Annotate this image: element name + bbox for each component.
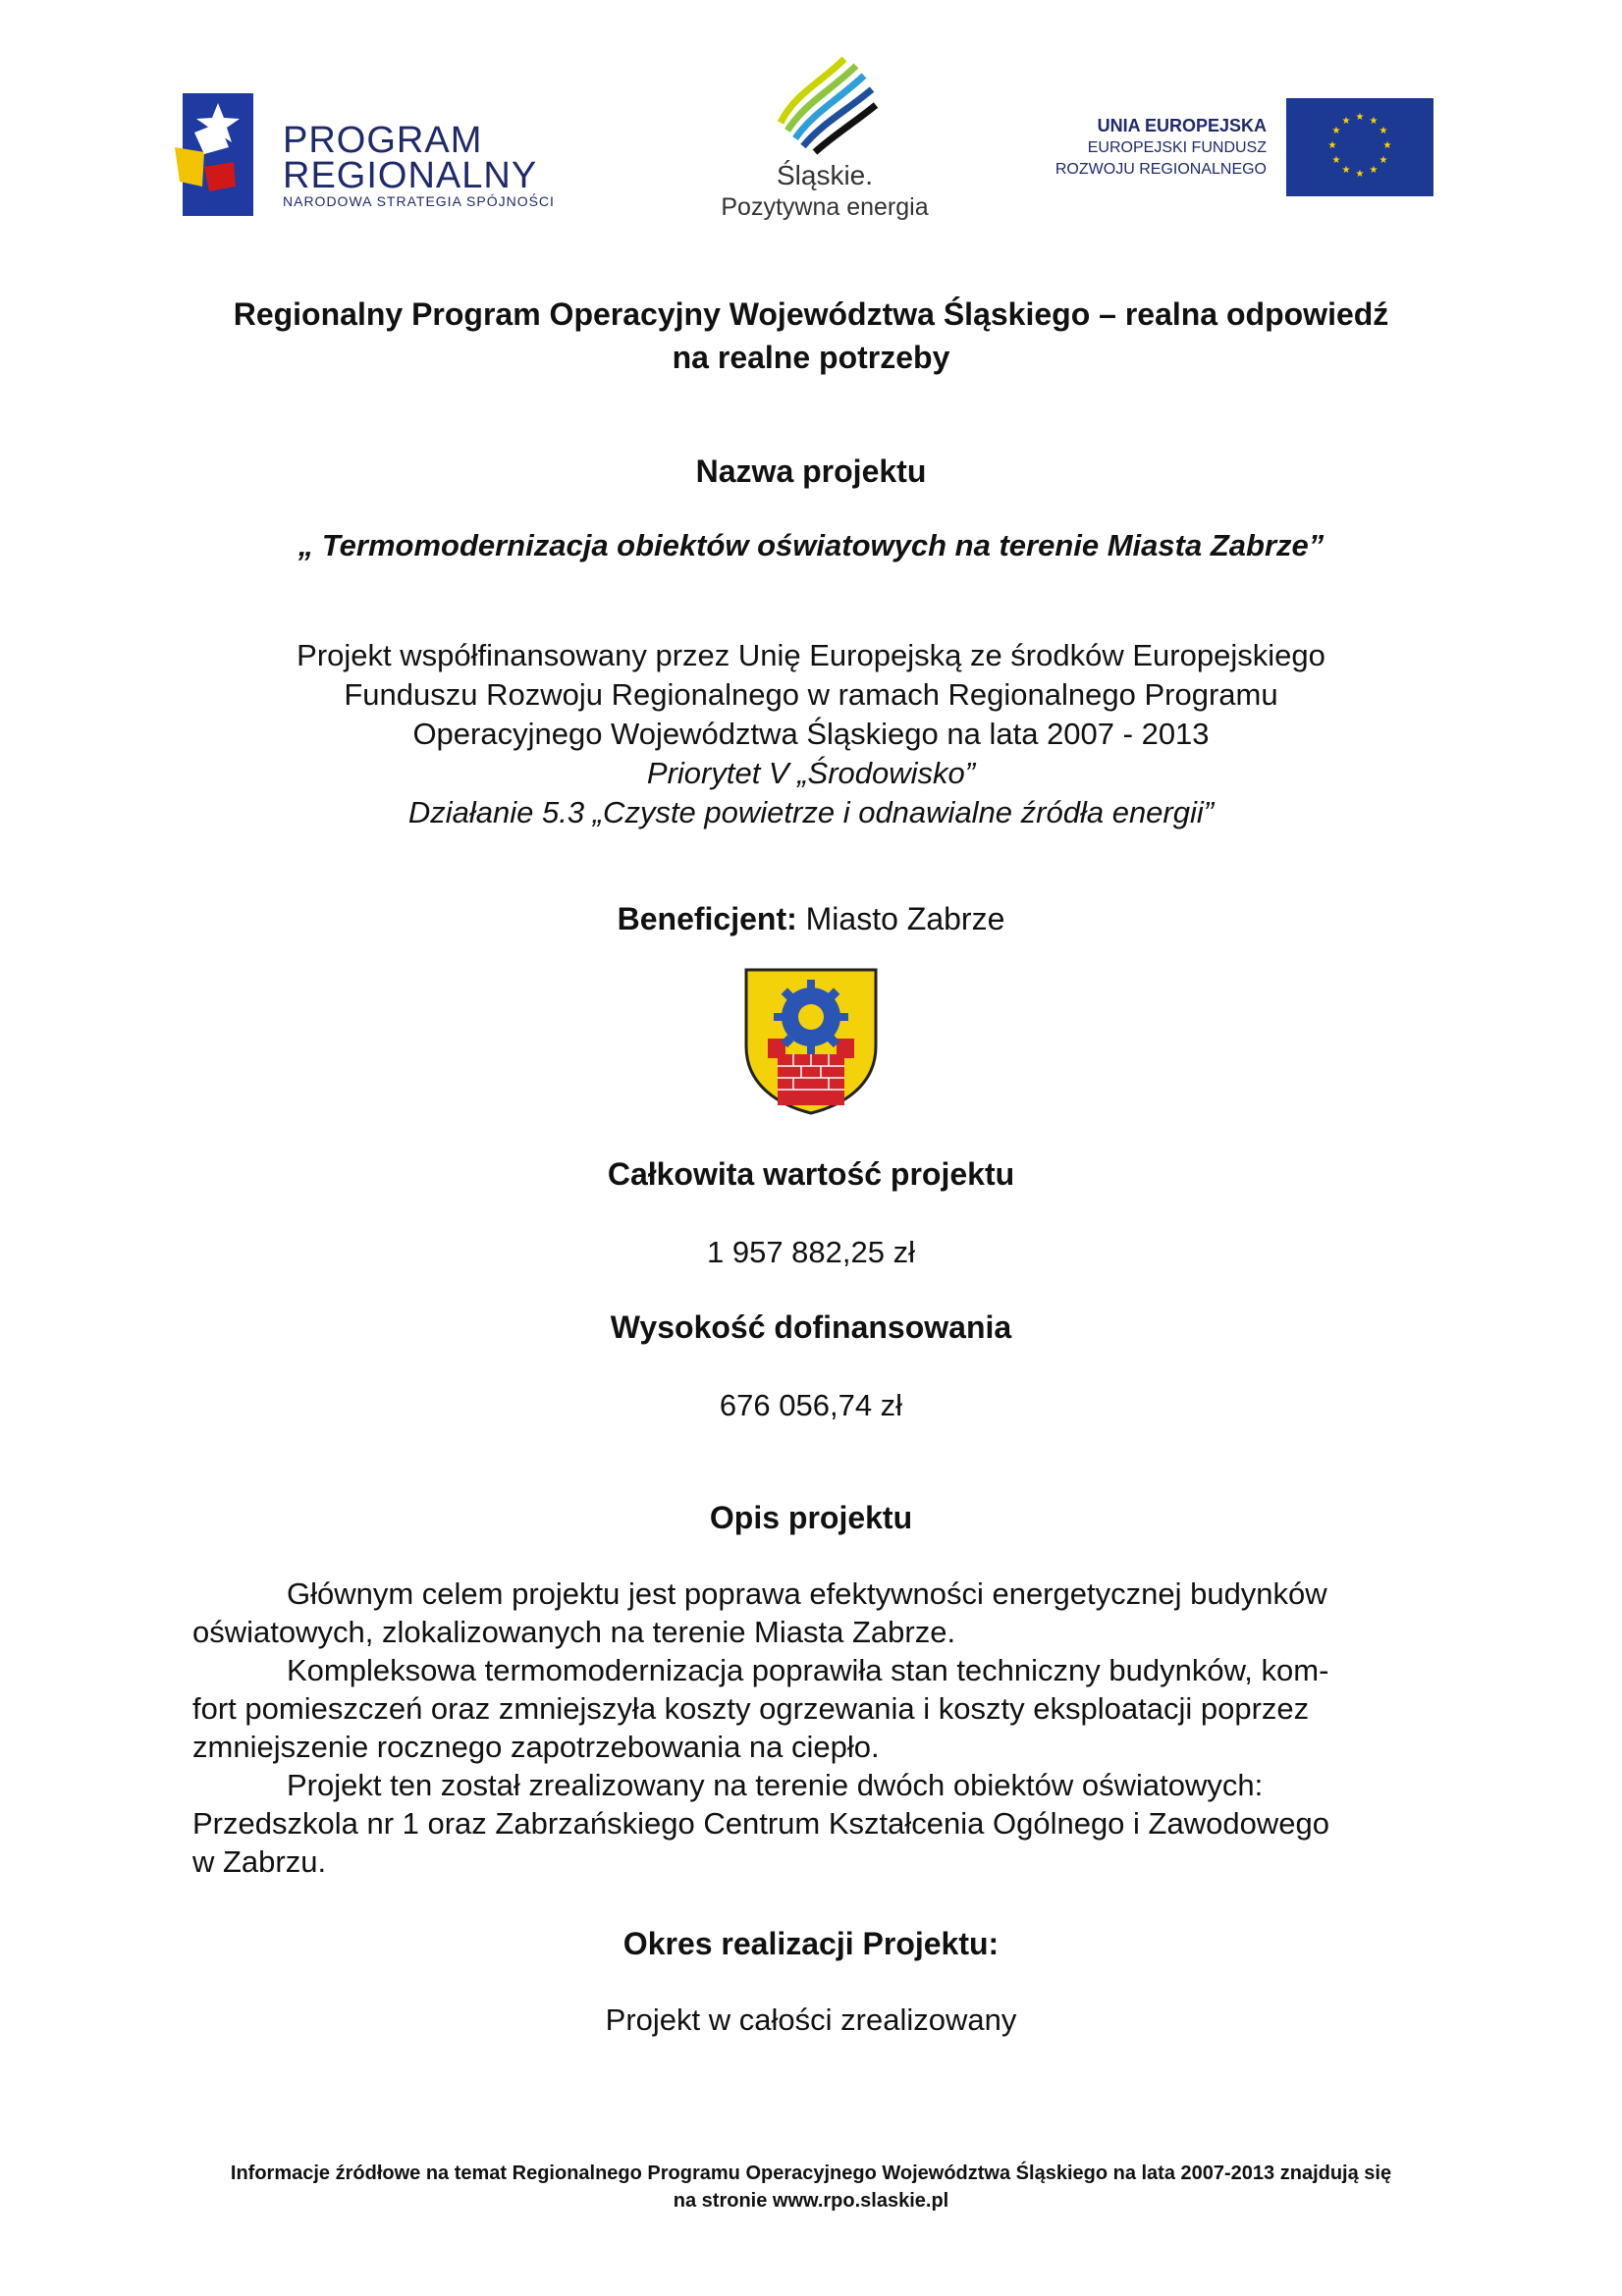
page-title-line1: Regionalny Program Operacyjny Województwa Śląskiego – realna odpowiedź [233, 296, 1389, 332]
slaskie-tagline: Pozytywna energia [721, 193, 929, 221]
svg-text:★: ★ [1331, 155, 1341, 166]
svg-text:★: ★ [1327, 140, 1337, 151]
svg-text:★: ★ [1341, 116, 1351, 127]
period-heading: Okres realizacji Projektu: [622, 1926, 1000, 1961]
project-name-heading: Nazwa projektu [695, 454, 927, 489]
description-p3-line1: Projekt ten został zrealizowany na terenie dwóch obiektów oświatowych: [287, 1768, 1264, 1802]
description-p3-line2: Przedszkola nr 1 oraz Zabrzańskiego Centrum Kształcenia Ogólnego i Zawodowego [192, 1806, 1329, 1841]
description-p2-line3: zmniejszenie rocznego zapotrzebowania na ciepło. [192, 1730, 880, 1764]
svg-text:★: ★ [1331, 126, 1341, 136]
page-title [0, 293, 1622, 379]
footer-line1: Informacje źródłowe na temat Regionalnego Programu Operacyjnego Województwa Śląskiego na lata 2007-2013 znajdują się [230, 2163, 1392, 2184]
funding-amount: 676 056,74 zł [719, 1388, 903, 1422]
description-body [192, 1575, 1430, 1881]
eu-line3: ROZWOJU REGIONALNEGO [1054, 161, 1267, 178]
cofinancing-block [0, 636, 1622, 832]
period-value: Projekt w całości zrealizowany [605, 2002, 1017, 2037]
svg-text:★: ★ [1369, 165, 1379, 176]
eu-logo [1001, 98, 1433, 206]
eu-flag-icon [1286, 98, 1433, 196]
svg-text:★: ★ [1341, 165, 1351, 176]
program-regionalny-line1: PROGRAM [283, 120, 483, 161]
program-regionalny-logo [175, 93, 626, 221]
cofinancing-line1: Projekt współfinansowany przez Unię Europejską ze środków Europejskiego [297, 638, 1325, 672]
cofinancing-line3: Operacyjnego Województwa Śląskiego na lata 2007 - 2013 [412, 717, 1210, 751]
svg-text:★: ★ [1355, 169, 1365, 180]
beneficiary-value: Miasto Zabrze [805, 901, 1005, 936]
project-name-value: „ Termomodernizacja obiektów oświatowych na terenie Miasta Zabrze” [297, 528, 1325, 562]
svg-text:★: ★ [1369, 116, 1379, 127]
program-regionalny-line3: NARODOWA STRATEGIA SPÓJNOŚCI [283, 193, 555, 209]
total-value-heading: Całkowita wartość projektu [607, 1156, 1015, 1192]
svg-text:★: ★ [1355, 112, 1365, 123]
total-value-amount: 1 957 882,25 zł [706, 1235, 915, 1269]
svg-text:★: ★ [1379, 155, 1388, 166]
svg-text:★: ★ [1382, 140, 1392, 151]
eu-stars-icon [1286, 98, 1433, 196]
description-heading: Opis projektu [709, 1500, 913, 1535]
description-p3-line3: w Zabrzu. [192, 1844, 327, 1879]
cofinancing-line2: Funduszu Rozwoju Regionalnego w ramach Regionalnego Programu [344, 677, 1278, 712]
footer-line2: na stronie www.rpo.slaskie.pl [673, 2190, 949, 2212]
beneficiary-line [0, 901, 1622, 937]
footer-note [0, 2160, 1622, 2215]
eu-line2: EUROPEJSKI FUNDUSZ [1087, 139, 1267, 156]
slaskie-logo [687, 54, 962, 226]
program-regionalny-emblem-icon [175, 93, 273, 221]
cofinancing-action: Działanie 5.3 „Czyste powietrze i odnawialne źródła energii” [407, 795, 1215, 829]
description-p2-line1: Kompleksowa termomodernizacja poprawiła stan techniczny budynków, kom- [287, 1653, 1329, 1687]
funding-heading: Wysokość dofinansowania [610, 1309, 1012, 1345]
cofinancing-priority: Priorytet V „Środowisko” [646, 756, 976, 790]
slaskie-waves-icon [766, 54, 884, 157]
page-title-line2: na realne potrzeby [672, 340, 950, 375]
program-regionalny-line2: REGIONALNY [283, 155, 538, 196]
description-p1-line2: oświatowych, zlokalizowanych na terenie Miasta Zabrze. [192, 1615, 956, 1649]
eu-line1: UNIA EUROPEJSKA [1097, 116, 1267, 135]
slaskie-name: Śląskie. [776, 160, 874, 190]
description-p1-line1: Głównym celem projektu jest poprawa efektywności energetycznej budynków [287, 1576, 1327, 1611]
beneficiary-label: Beneficjent: [617, 901, 797, 936]
zabrze-coat-of-arms-icon [744, 968, 878, 1115]
description-p2-line2: fort pomieszczeń oraz zmniejszyła koszty ogrzewania i koszty eksploatacji poprzez [192, 1691, 1310, 1726]
svg-text:★: ★ [1379, 126, 1388, 136]
